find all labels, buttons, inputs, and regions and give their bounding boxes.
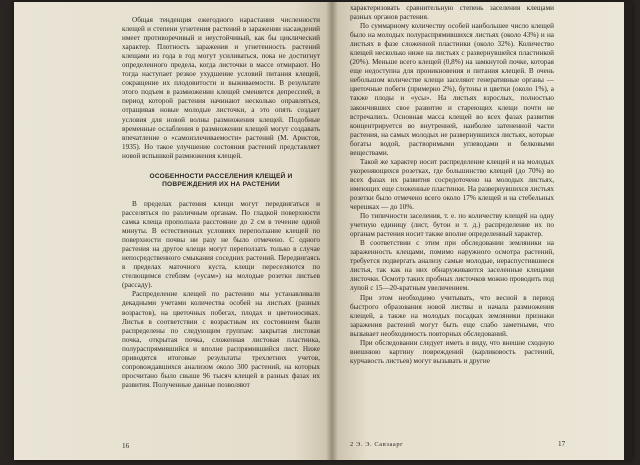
right-page-text-column bbox=[350, 4, 554, 366]
book-gutter bbox=[326, 2, 338, 460]
signature-mark: 2 Э. Э. Савзаарг bbox=[350, 441, 404, 448]
page-edge-shadow bbox=[624, 2, 632, 460]
page-number-left: 16 bbox=[122, 442, 130, 450]
page-number-right: 17 bbox=[558, 440, 566, 448]
left-paragraph-3: Распределение клещей по растению мы устанавливали декадными учетами количества особей на листьях (разных возрастов), на цветочных побегах, плодах и цветоносиках. Листья в соответствии с возрастным их состоянием были распределены по следующим группам: закрытая листовая почка, открытая почка, сложенная листовая пластинка, полураспрямившийся и вполне распрямившийся лист. Ниже приводятся итоговые результаты трехлетних учетов, сопровождавшихся анализом около 300 растений, на которых просчитано было свыше 96 тысяч клещей в разных фазах их развития. Полученные данные позволяют bbox=[122, 290, 320, 389]
left-page-text-column bbox=[122, 16, 320, 390]
right-paragraph-2: По суммарному количеству особей наибольшее число клещей было на молодых полураспрямившихся листьях (около 43%) и на листьях в фазе сложенной пластинки (около 32%). Количество клещей несколько ниже на листьях с развернувшейся пластинкой (20%). Меньше всего клещей (0,8%) на замкнутой почке, которая еще недоступна для проникновения и питания клещей. В очень небольшом количестве клещи заселяют генеративные органы — цветочные побеги (примерно 2%), бутоны и цветки (около 1%), а также плоды и «усы». На листьях взрослых, полностью закончивших свое развитие и стареющих клещи почти не встречались. Основная масса клещей во всех фазах развития концентрируется во внутренней, наиболее затененной части растения, на самых молодых не развернувшихся листьях, которые богаты водой, растворимыми углеводами и белковыми веществами. bbox=[350, 22, 554, 157]
right-paragraph-7: При обследовании следует иметь в виду, что внешне сходную внешнюю картину повреждений (карликовость растений, курчавость листьев) могут вызывать и другие bbox=[350, 338, 554, 365]
right-paragraph-1: характеризовать сравнительную степень заселения клещами разных органов растения. bbox=[350, 4, 554, 22]
right-paragraph-5: В соответствии с этим при обследовании земляники на зараженность клещами, помимо наружного осмотра растений, требуется подвергать анализу самые молодые, нераспустившиеся листья, так как на них обнаруживаются заселенные клещами листочки. Осмотр таких пробных листочков можно проводить под лупой с 15—20-кратным увеличением. bbox=[350, 239, 554, 293]
book-spread bbox=[14, 2, 632, 460]
left-paragraph-1: Общая тенденция ежегодного нарастания численности клещей и степени угнетения растений в заражении насаждений имеет противоречивый и неустойчивый, как бы циклический характер. Плотность заражения и угнетенность растений клещами из года в год могут усиливаться, пока не достигнут определенного предела, когда листочки в массе отмирают. Но тогда наступает резкое ухудшение условий питания клещей, сокращение их плодовитости и выживаемости. В результате этого подъем в размножении клещей сменяется депрессией, в период которой растения начинают несколько оправляться, отращивая новые молодые листочки, а это опять создает условия для новой волны размножения клещей. Подобные временные ослабления в размножении клещей могут создавать впечатление о «самоизлечиваемости» растений (М. Аристов, 1935). Но такое улучшение состояния растений представляет новой вспышкой размножения клещей. bbox=[122, 16, 320, 160]
left-page bbox=[14, 2, 332, 460]
right-paragraph-4: По типичности заселения, т. е. по количеству клещей на одну учетную единицу (лист, бутон и т. д.) распределение их по органам растения носит также вполне определенный характер. bbox=[350, 212, 554, 239]
right-paragraph-3: Такой же характер носит распределение клещей и на молодых укореняющихся розетках, где большинство клещей (до 70%) во всех фазах их развития сосредоточено на молодых листьях, имеющих еще сложенные пластинки. На развернувшихся листьях розетки было отмечено всего около 17% клещей и на стебельных черешках — до 10%. bbox=[350, 157, 554, 212]
left-paragraph-2: В пределах растения клещи могут передвигаться и расселяться по различным органам. По гладкой поверхности самка клеща проползала расстояние до 2 см в течение одной минуты. В естественных условиях переползание клещей по поверхности почвы ни разу не было отмечено. С одного растения на другое клещи могут переползать только в случае непосредственного смыкания соседних растений. Передвигаясь в пределах маточного куста, клещи переселяются по стелющимся стеблям («усам») на молодые розетки листьев (рассаду). bbox=[122, 199, 320, 290]
right-page bbox=[332, 2, 632, 460]
right-paragraph-6: При этом необходимо учитывать, что весной в период быстрого образования новой листвы и начала размножения клещей, а также на молодых посадках земляники признаки заражения растений могут быть еще слабо заметными, что вызывает необходимость повторных обследований. bbox=[350, 293, 554, 338]
section-heading: ОСОБЕННОСТИ РАССЕЛЕНИЯ КЛЕЩЕЙ И ПОВРЕЖДЕНИЯ ИХ НА РАСТЕНИИ bbox=[149, 172, 293, 189]
